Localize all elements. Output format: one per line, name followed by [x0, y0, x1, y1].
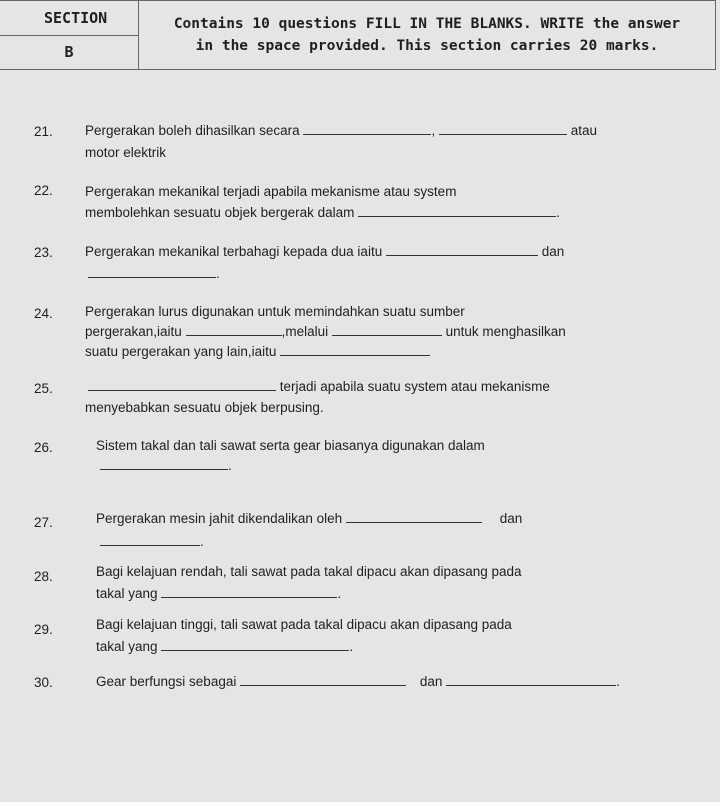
question-21-line-1: Pergerakan boleh dihasilkan secara , atau — [85, 123, 597, 138]
question-30-line-1: Gear berfungsi sebagai dan . — [96, 674, 620, 689]
answer-blank[interactable] — [280, 343, 430, 356]
question-24-line-2: pergerakan,iaitu ,melalui untuk menghasilkan — [85, 324, 566, 339]
answer-blank[interactable] — [386, 243, 538, 256]
question-22-line-1: Pergerakan mekanikal terjadi apabila mekanisme atau system — [85, 184, 457, 199]
answer-blank[interactable] — [88, 265, 216, 278]
answer-blank[interactable] — [100, 457, 228, 470]
section-header-table — [0, 0, 716, 70]
question-29-line-2: takal yang . — [96, 639, 354, 654]
question-21-line-2: motor elektrik — [85, 145, 167, 160]
answer-blank[interactable] — [161, 638, 349, 651]
answer-blank[interactable] — [346, 510, 482, 523]
question-25-line-1: terjadi apabila suatu system atau mekanisme — [88, 376, 550, 397]
question-26-line-2: . — [100, 455, 232, 476]
question-number: 30. — [34, 675, 53, 690]
question-number: 28. — [34, 569, 53, 584]
question-24-line-1: Pergerakan lurus digunakan untuk memindahkan suatu sumber — [85, 304, 465, 319]
question-number: 25. — [34, 381, 53, 396]
question-number: 24. — [34, 306, 53, 321]
answer-blank[interactable] — [446, 673, 616, 686]
question-number: 22. — [34, 183, 53, 198]
question-27-line-2: . — [100, 531, 204, 552]
section-letter: B — [64, 43, 74, 62]
answer-blank[interactable] — [439, 122, 567, 135]
answer-blank[interactable] — [240, 673, 406, 686]
question-28-line-1: Bagi kelajuan rendah, tali sawat pada takal dipacu akan dipasang pada — [96, 564, 522, 579]
question-23-line-1: Pergerakan mekanikal terbahagi kepada dua iaitu dan — [85, 244, 565, 259]
answer-blank[interactable] — [88, 378, 276, 391]
section-label: SECTION — [0, 1, 138, 36]
question-number: 26. — [34, 440, 53, 455]
question-number: 21. — [34, 124, 53, 139]
answer-blank[interactable] — [186, 323, 282, 336]
question-27-line-1: Pergerakan mesin jahit dikendalikan oleh dan — [96, 511, 523, 526]
question-number: 27. — [34, 515, 53, 530]
question-number: 29. — [34, 622, 53, 637]
answer-blank[interactable] — [358, 204, 556, 217]
answer-blank[interactable] — [332, 323, 442, 336]
question-number: 23. — [34, 245, 53, 260]
instruction-line-1: Contains 10 questions FILL IN THE BLANKS. WRITE the answer — [173, 16, 681, 32]
instruction-line-2: in the space provided. This section carries 20 marks. — [195, 38, 659, 54]
answer-blank[interactable] — [100, 533, 200, 546]
section-instructions — [139, 1, 715, 69]
answer-blank[interactable] — [303, 122, 431, 135]
question-22-line-2: membolehkan sesuatu objek bergerak dalam . — [85, 205, 560, 220]
question-23-line-2: . — [88, 263, 220, 284]
question-28-line-2: takal yang . — [96, 586, 342, 601]
question-25-line-2: menyebabkan sesuatu objek berpusing. — [85, 400, 324, 415]
question-24-line-3: suatu pergerakan yang lain,iaitu — [85, 341, 430, 362]
question-29-line-1: Bagi kelajuan tinggi, tali sawat pada takal dipacu akan dipasang pada — [96, 617, 512, 632]
question-26-line-1: Sistem takal dan tali sawat serta gear biasanya digunakan dalam — [96, 438, 485, 453]
section-label-cell — [0, 1, 139, 69]
answer-blank[interactable] — [161, 585, 337, 598]
